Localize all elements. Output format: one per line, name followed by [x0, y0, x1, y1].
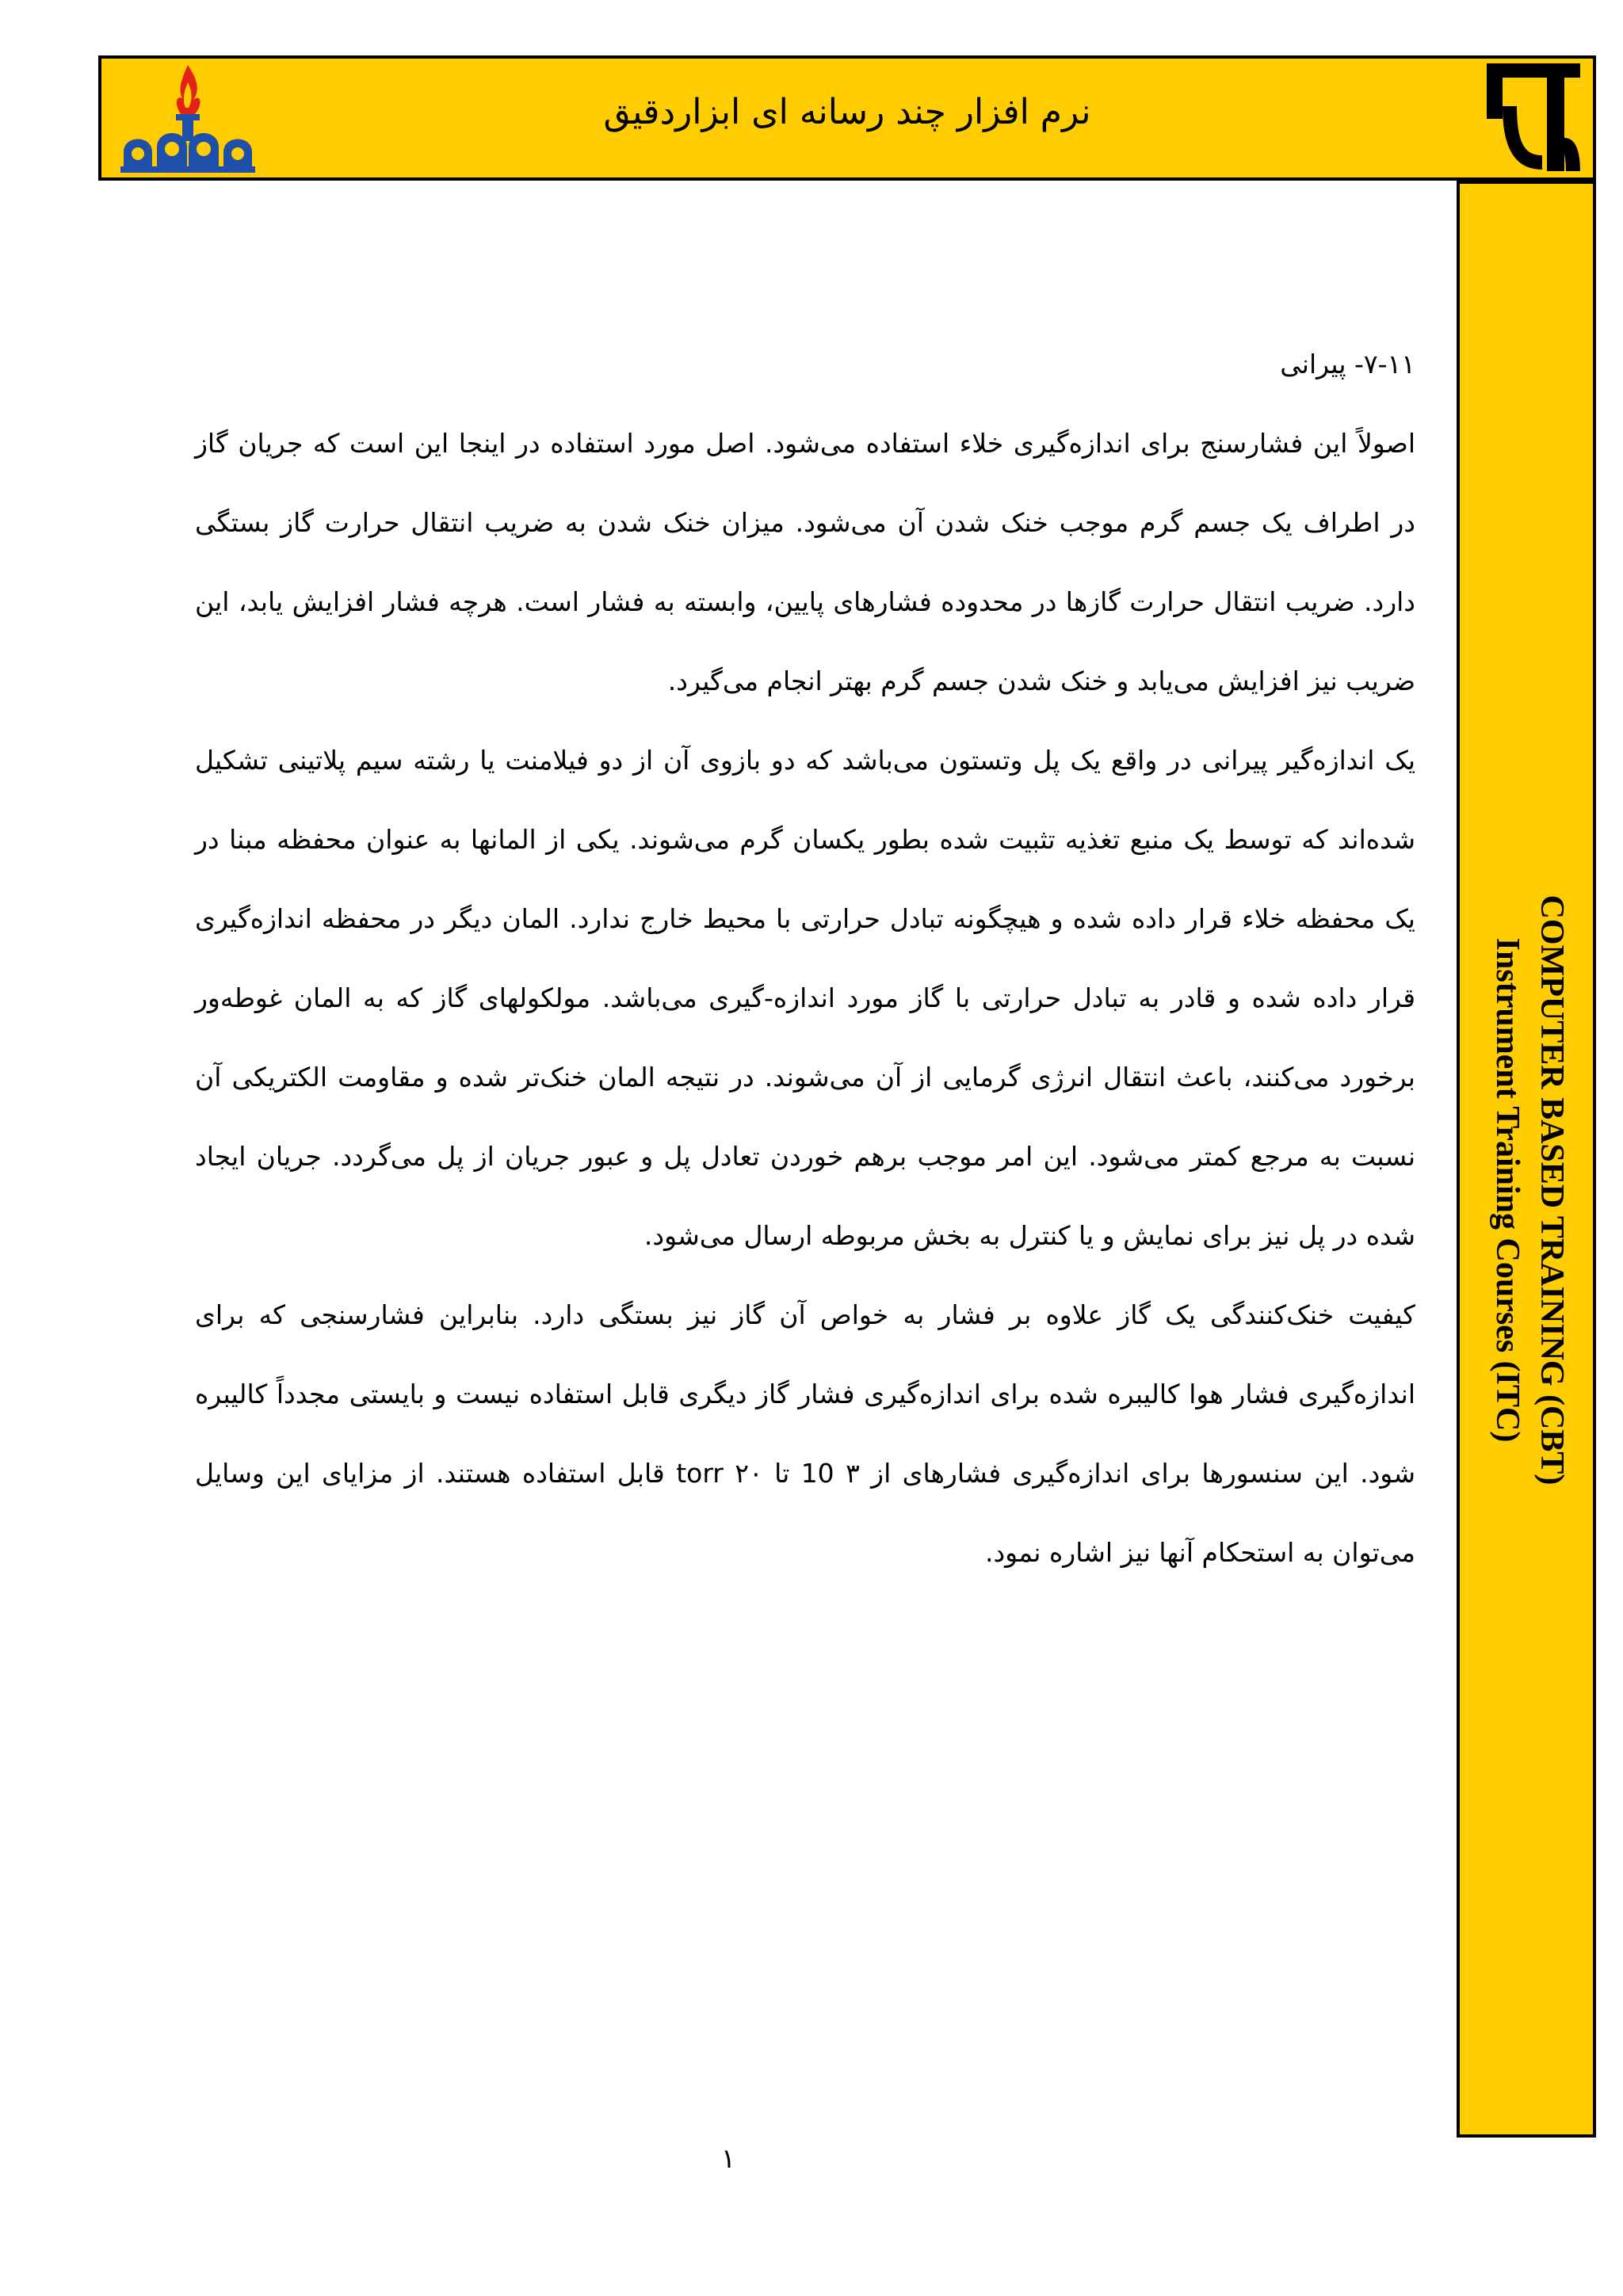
header-title: نرم افزار چند رسانه ای ابزاردقیق: [603, 92, 1091, 132]
itc-logo-icon: [1471, 59, 1590, 177]
sidebar-line-cbt: COMPUTER BASED TRAINING (CBT): [1533, 894, 1570, 1486]
sidebar-banner: [1457, 181, 1596, 2138]
sidebar-text: [1485, 895, 1574, 1486]
paragraph-3: کیفیت خنک‌کنندگی یک گاز علاوه بر فشار به خواص آن گاز نیز بستگی دارد. بنابراین فشارسنجی که برای اندازه‌گیری فشار هوا کالیبره شده برای اندازه‌گیری فشار گاز دیگری قابل استفاده نیست و بایستی مجدداً کالیبره شود. این سنسورها برای اندازه‌گیری فشارهای از ۳ 10 تا ۲۰ torr قابل استفاده هستند. از مزایای این وسایل می‌توان به استحکام آنها نیز اشاره نمود.: [195, 1299, 1415, 1568]
page-header: [98, 55, 1596, 181]
sidebar-line-itc: Instrument Training Courses (ITC): [1489, 937, 1526, 1443]
paragraph-2: یک اندازه‌گیر پیرانی در واقع یک پل وتستون می‌باشد که دو بازوی آن از دو فیلامنت یا رشته سیم پلاتینی تشکیل شده‌اند که توسط یک منبع تغذیه تثبیت شده بطور یکسان گرم می‌شوند. یکی از المانها به عنوان محفظه مبنا در یک محفظه خلاء قرار داده شده و هیچگونه تبادل حرارتی با محیط خارج ندارد. المان دیگر در محفظه اندازه‌گیری قرار داده شده و قادر به تبادل حرارتی با گاز مورد اندازه-گیری می‌باشد. مولکولهای گاز که به المان غوطه‌ور برخورد می‌کنند، باعث انتقال انرژی گرمایی از آن می‌شوند. در نتیجه المان خنک‌تر شده و مقاومت الکتریکی آن نسبت به مرجع کمتر می‌شود. این امر موجب برهم خوردن تعادل پل و عبور جریان از پل می‌گردد. جریان ایجاد شده در پل نیز برای نمایش و یا کنترل به بخش مربوطه ارسال می‌شود.: [195, 745, 1415, 1251]
document-body: [195, 325, 1415, 1592]
paragraph-1: اصولاً این فشارسنج برای اندازه‌گیری خلاء استفاده می‌شود. اصل مورد استفاده در اینجا این است که جریان گاز در اطراف یک جسم گرم موجب خنک شدن آن می‌شود. میزان خنک شدن به ضریب انتقال حرارت گاز بستگی دارد. ضریب انتقال حرارت گازها در محدوده فشارهای پایین، وابسته به فشار است. هرچه فشار افزایش یابد، این ضریب نیز افزایش می‌یابد و خنک شدن جسم گرم بهتر انجام می‌گیرد.: [195, 428, 1415, 696]
section-heading: ۷-۱۱- پیرانی: [1280, 349, 1415, 379]
page-number: ۱: [720, 2143, 736, 2175]
